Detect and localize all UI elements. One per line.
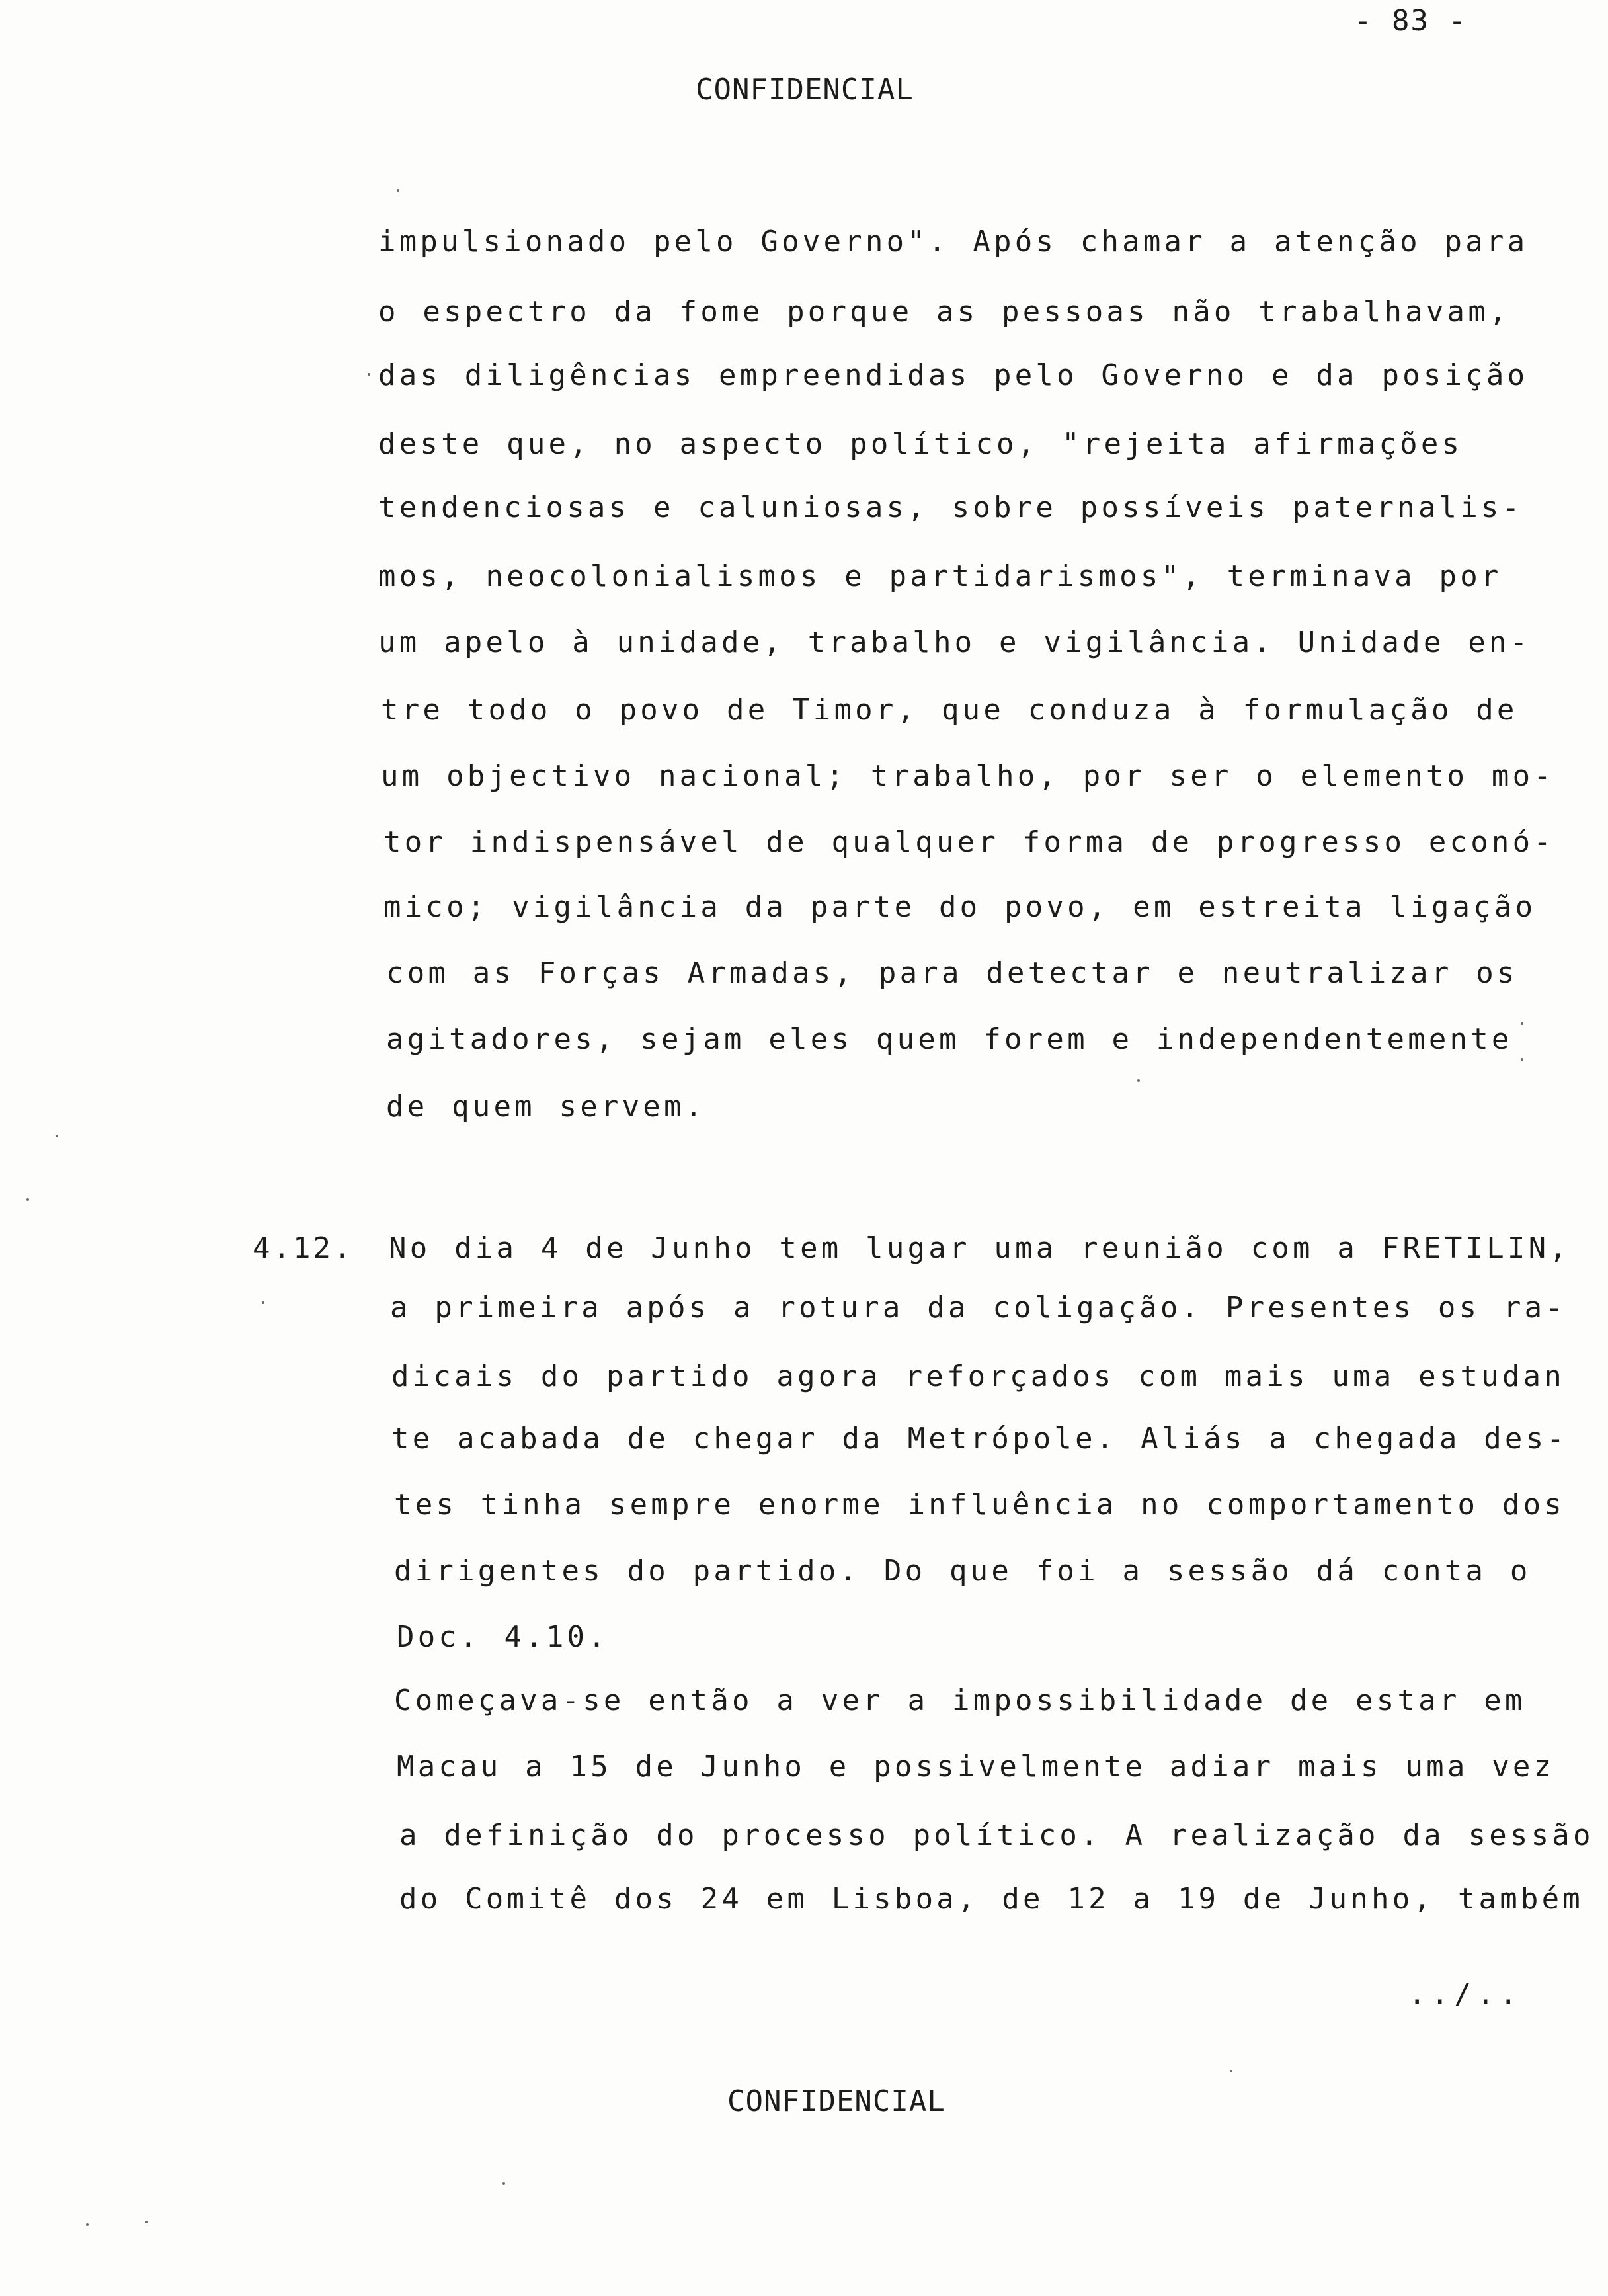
text-line: o espectro da fome porque as pessoas não trabalhavam, xyxy=(378,295,1510,329)
page-number: - 83 - xyxy=(1354,4,1467,38)
text-line: mos, neocolonialismos e partidarismos", terminava por xyxy=(378,559,1502,593)
scan-speck xyxy=(86,2223,89,2226)
scan-speck xyxy=(1230,2070,1232,2072)
text-line: tes tinha sempre enorme influência no comportamento dos xyxy=(394,1488,1565,1522)
text-line: tre todo o povo de Timor, que conduza à formulação de xyxy=(381,693,1518,727)
text-line: No dia 4 de Junho tem lugar uma reunião com a FRETILIN, xyxy=(389,1231,1570,1265)
text-line: dirigentes do partido. Do que foi a sessão dá conta o xyxy=(394,1554,1531,1588)
scan-speck xyxy=(145,2221,148,2223)
text-line: um apelo à unidade, trabalho e vigilância. Unidade en- xyxy=(378,626,1531,659)
text-line: mico; vigilância da parte do povo, em estreita ligação xyxy=(383,890,1537,924)
text-line: Doc. 4.10. xyxy=(397,1620,609,1654)
text-line: a primeira após a rotura da coligação. Presentes os ra- xyxy=(390,1291,1566,1325)
text-line: tendenciosas e caluniosas, sobre possíveis paternalis- xyxy=(378,491,1523,524)
text-line: impulsionado pelo Governo". Após chamar a atenção para xyxy=(378,225,1529,259)
scan-speck xyxy=(1521,1022,1523,1025)
text-line: tor indispensável de qualquer forma de progresso econó- xyxy=(383,825,1554,859)
text-line: a definição do processo político. A realização da sessão xyxy=(399,1819,1594,1852)
text-line: de quem servem. xyxy=(386,1090,706,1124)
text-line: deste que, no aspecto político, "rejeita afirmações xyxy=(378,427,1463,461)
scan-speck xyxy=(1521,1058,1523,1061)
scan-speck xyxy=(368,373,370,376)
text-line: Começava-se então a ver a impossibilidade de estar em xyxy=(394,1684,1526,1717)
text-line: do Comitê dos 24 em Lisboa, de 12 a 19 de Junho, também xyxy=(399,1882,1584,1916)
continuation-mark: ../.. xyxy=(1408,1977,1523,2011)
footer-confidential: CONFIDENCIAL xyxy=(727,2084,945,2118)
scan-speck xyxy=(26,1198,29,1201)
scan-speck xyxy=(1137,1079,1140,1082)
scan-speck xyxy=(397,189,399,192)
text-line: dicais do partido agora reforçados com mais uma estudan xyxy=(391,1360,1565,1393)
scan-speck xyxy=(502,2182,505,2185)
scan-speck xyxy=(262,1301,264,1304)
header-confidential: CONFIDENCIAL xyxy=(696,73,914,106)
text-line: te acabada de chegar da Metrópole. Aliás a chegada des- xyxy=(391,1422,1568,1456)
text-line: das diligências empreendidas pelo Governo e da posição xyxy=(378,358,1529,392)
text-line: agitadores, sejam eles quem forem e independentemente xyxy=(386,1022,1513,1056)
scan-speck xyxy=(56,1135,58,1137)
text-line: um objectivo nacional; trabalho, por ser o elemento mo- xyxy=(381,759,1554,793)
text-line: Macau a 15 de Junho e possivelmente adiar mais uma vez xyxy=(397,1750,1555,1784)
text-line: com as Forças Armadas, para detectar e neutralizar os xyxy=(386,956,1518,990)
section-number: 4.12. xyxy=(253,1231,354,1265)
